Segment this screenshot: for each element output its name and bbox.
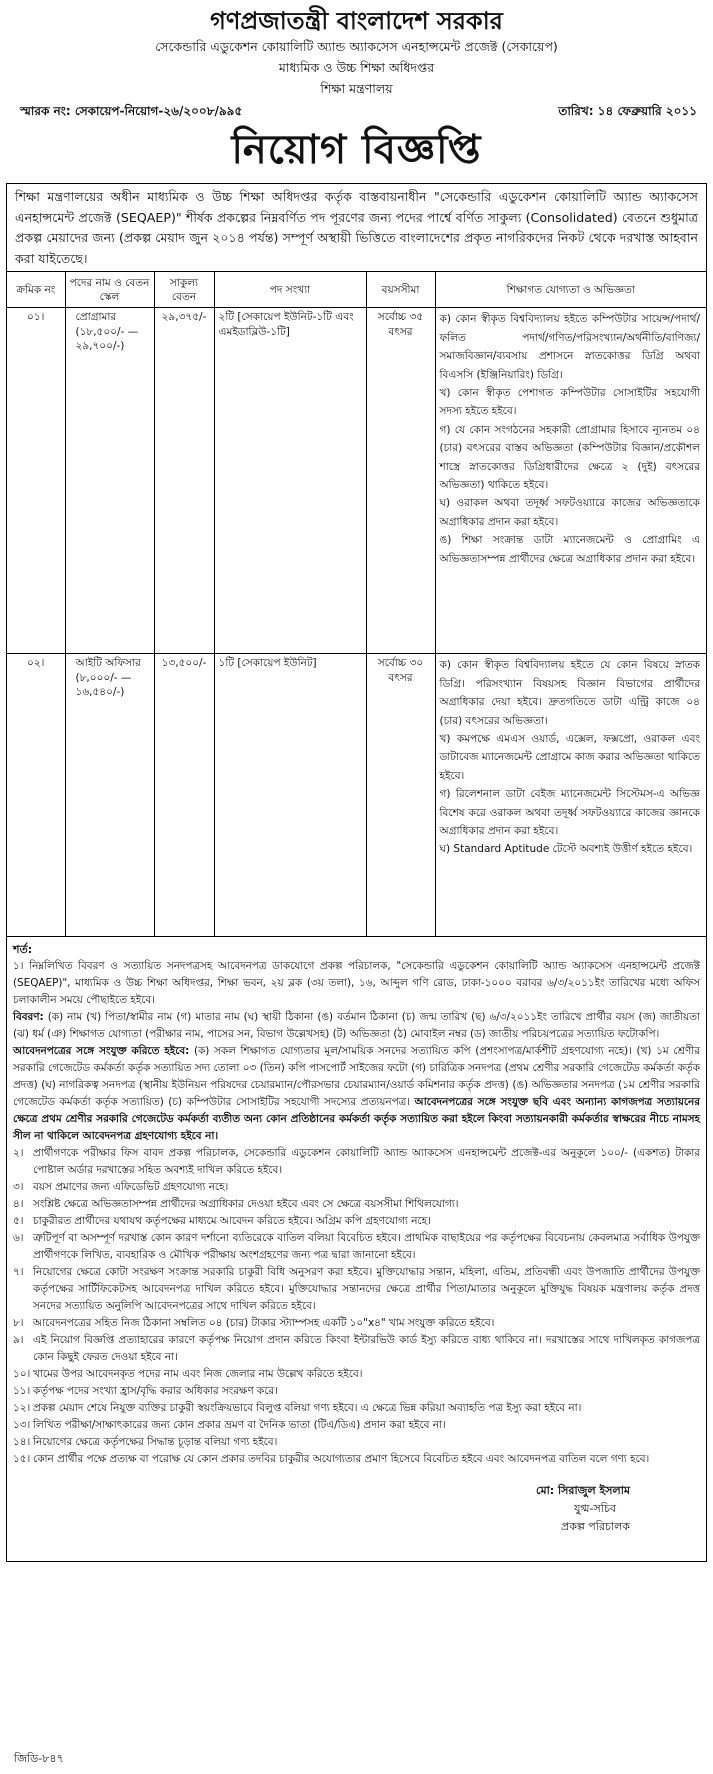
qualification-item: খ) কোন স্বীকৃত পেশাগত কম্পিউটার সোসাইটির সহযোগী সদস্য হইতে হইবে। [439,387,700,418]
government-title: গণপ্রজাতন্ত্রী বাংলাদেশ সরকার [210,6,503,35]
header-qualification: শিক্ষাগত যোগ্যতা ও অভিজ্ঞতা [435,272,706,308]
item-text: চাকুরীরত প্রার্থীদের যথাযথ কর্তৃপক্ষের মাধ্যমে আবেদন করিতে হইবে। অগ্রিম কপি গ্রহণযোগ্য নহে। [33,1215,431,1228]
row-serial: ০১। [7,308,65,654]
list-item [13,1145,700,1179]
item-number: ২। [13,1147,24,1160]
item-number: ৩। [13,1181,24,1194]
details-block [13,1009,700,1043]
list-item [13,1434,700,1451]
item-text: নিয়োগের ক্ষেত্রে কর্তৃপক্ষের সিদ্ধান্ত চূড়ান্ত বলিয়া গণ্য হইবে। [33,1436,278,1449]
row-count: ২টি [সেকায়েপ ইউনিট-১টি এবং এমইডাব্লিউ-১টি] [214,308,366,654]
condition-1: ১। নিম্নলিখিত বিবরণ ও সত্যায়িত সনদপত্রসহ আবেদনপত্র ডাকযোগে প্রকল্প পরিচালক, "সেকেন্ডারি এডুকেশন কোয়ালিটি অ্যান্ড অ্যাকসেস এনহান্সমেন্ট প্রজেক্ট (SEQAEP)", মাধ্যমিক ও উচ্চ শিক্ষা অধিদপ্তর, শিক্ষা ভবন, ২য় ব্লক (৩য় তলা), ১৬, আব্দুল গণি রোড, ঢাকা-১০০০ বরাবর ৬/৩/২০১১ইং তারিখের মধ্যে অফিস চলাকালীন সময়ে পৌছাইতে হইবে। [13,960,700,1007]
ministry-name: শিক্ষা মন্ত্রণালয় [320,81,393,96]
list-item [13,1400,700,1417]
header-age: বয়সসীমা [366,272,435,308]
list-item [13,1196,700,1213]
list-item [13,1451,700,1468]
row-post: প্রোগ্রামার (১৮,৫০০/- — ২৯,৭০০/-) [65,308,154,654]
row-qualification [435,654,706,937]
row-serial: ০২। [7,654,65,937]
conditions-list [13,1145,700,1468]
intro-paragraph: শিক্ষা মন্ত্রণালয়ের অধীন মাধ্যমিক ও উচ্চ শিক্ষা অধিদপ্তর কর্তৃক বাস্তবায়নাধীন "সেকেন্ডারি এডুকেশন কোয়ালিটি অ্যান্ড অ্যাকসেস এনহান্সমেন্ট প্রজেক্ট (SEQAEP)" শীর্ষক প্রকল্পের নিম্নবর্ণিত পদ পূরণের জন্য পদের পার্শ্বে বর্ণিত সাকুল্য (Consolidated) বেতনে শুধুমাত্র প্রকল্প মেয়াদের জন্য (প্রকল্প মেয়াদ জুন ২০১৪ পর্যন্ত) সম্পূর্ণ অস্থায়ী ভিত্তিতে বাংলাদেশের প্রকৃত নাগরিকদের নিকট থেকে দরখাস্ত আহবান করা যাইতেছে। [15,189,698,266]
item-text: এই নিয়োগ বিজ্ঞপ্তি প্রত্যাহারের কারণে কর্তৃপক্ষ নিয়োগ প্রদান করিতে কিংবা ইন্টারভিউ কার্ড ইস্যু করিতে বাধ্য থাকিবে না। দরখাস্তের সাথে দাখিলকৃত কাগজপত্র কোন কিছুই ফেরত দেওয়া হইবে না। [33,1334,700,1364]
table-row [7,308,706,654]
item-text: আবেদনপত্রের সহিত নিজ ঠিকানা সম্বলিত ০৪ (চার) টাকার স্ট্যাম্পসহ একটি ১০"x৪" খাম সংযুক্ত করিতে হইবে। [33,1317,495,1330]
row-qualification [435,308,706,654]
notice-body [6,183,707,1562]
item-number: ১৫। [13,1453,31,1466]
qualification-item: গ) যে কোন সংগঠনের সহকারী প্রোগ্রামার হিসাবে ন্যূনতম ০৪ (চার) বৎসরের বাস্তব অভিজ্ঞতা (কম্পিউটার বিজ্ঞান/প্রকৌশল শাস্ত্রে স্নাতকোত্তর ডিগ্রিধারীদের ক্ষেত্রে ২ (দুই) বৎসরের অভিজ্ঞতা) থাকিতে হইবে। [439,423,700,492]
item-text: ত্রুটিপূর্ণ বা অসম্পূর্ণ দরখাস্ত কোন কারণ দর্শানো ব্যতিরেকে বাতিল বলিয়া বিবেচিত হইবে। প্রাথমিক বাছাইয়ের পর কর্তৃপক্ষের বিবেচনায় কেবলমাত্র সর্বাধিক উপযুক্ত প্রার্থীগণকে লিখিত, ব্যবহারিক ও মৌখিক পরীক্ষায় অংশগ্রহণের জন্য পত্র দ্বারা জানানো হইবে। [33,1232,700,1262]
qualification-item: গ) রিলেশনাল ডাটা বেইজ ম্যানেজমেন্ট সিস্টেমস-এ অভিজ্ঞ বিশেষ করে ওরাকল অথবা তদূর্ধ্ব সফটওয়্যারে কাজের জ্ঞানকে অগ্রাধিকার প্রদান করা হইবে। [439,788,700,838]
attachments-text: (ক) সকল শিক্ষাগত যোগ্যতার মূল/সাময়িক সনদের সত্যায়িত কপি (প্রশংসাপত্র/মার্কশীট গ্রহণযোগ্য নহে)। (খ) ১ম শ্রেণীর সরকারি গেজেটেড কর্মকর্তা কর্তৃক সত্যায়িত সদ্য তোলা ০৩ (তিন) কপি পাসপোর্ট সাইজের ফটো (গ) চারিত্রিক সনদপত্র (প্রথম শ্রেণীর সরকারি গেজেটেড কর্মকর্তা কর্তৃক প্রদত্ত) (ঘ) নাগরিকত্ব সনদপত্র (স্থানীয় ইউনিয়ন পরিষদের চেয়ারম্যান/পৌরসভার চেয়ারম্যান/ওয়ার্ড কমিশনার কর্তৃক প্রদত্ত) (ঙ) অভিজ্ঞতার সনদপত্র (১ম শ্রেণীর সরকারি গেজেটেড কর্মকর্তা কর্তৃক সত্যায়িত) (চ) কম্পিউটার সোসাইটির সহযোগী সদস্যের প্রত্যয়নপত্র। [13,1045,700,1109]
signatory-name: মো: সিরাজুল ইসলাম [536,1484,630,1498]
header-post: পদের নাম ও বেতন স্কেল [65,272,154,308]
attestation-note: আবেদনপত্রের সঙ্গে সংযুক্ত ছবি এবং অন্যান্য কাগজপত্র সত্যায়নের ক্ষেত্রে প্রথম শ্রেণীর সরকারি গেজেটেড কর্মকর্তা ব্যতীত অন্য কোন প্রতিষ্ঠানের কর্মকর্তা কর্তৃক সত্যায়িত করা হইলে কিংবা সত্যায়নকারী কর্মকর্তার স্বাক্ষরের নীচে নামসহ সীল না থাকিলে আবেদনপত্র গ্রহণযোগ্য হইবে না। [13,1096,700,1143]
item-text: কর্তৃপক্ষ পদের সংখ্যা হ্রাস/বৃদ্ধি করার অধিকার সংরক্ষণ করে। [33,1385,278,1398]
item-number: ৯। [13,1334,24,1347]
signatory-office: প্রকল্প পরিচালক [561,1520,630,1534]
details-text: (ক) নাম (খ) পিতা/স্বামীর নাম (গ) মাতার নাম (ঘ) স্থায়ী ঠিকানা (ঙ) বর্তমান ঠিকানা (চ) জন্ম তারিখ (ছ) ৬/৩/২০১১ইং তারিখে প্রার্থীর বয়স (জ) জাতীয়তা (ঝ) ধর্ম (ঞ) শিক্ষাগত যোগ্যতা (পরীক্ষার নাম, পাসের সন, বিভাগ উল্লেখসহ) (ট) অভিজ্ঞতা (ঠ) মোবাইল নম্বর (ড) জাতীয় পরিচয়পত্রের সত্যায়িত ফটোকপি। [13,1011,700,1041]
conditions-heading: শর্ত: [13,943,33,957]
item-text: সংশ্লিষ্ট ক্ষেত্রে অভিজ্ঞতাসম্পন্ন প্রার্থীদের অগ্রাধিকার দেওয়া হইবে এবং সে ক্ষেত্রে বয়সসীমা শিথিলযোগ্য। [33,1198,459,1211]
attachments-block [13,1043,700,1145]
gd-code: জিডি-৮৪৭ [14,1751,64,1765]
item-number: ৬। [13,1232,24,1245]
signatory-designation: যুগ্ম-সচিব [574,1502,616,1516]
item-text: লিখিত পরীক্ষা/সাক্ষাৎকারের জন্য কোন প্রকার ভ্রমণ বা দৈনিক ভাতা (টিএ/ডিএ) প্রদান করা হইবে না। [33,1419,446,1432]
item-text: নিয়োগের ক্ষেত্রে কোটা সংরক্ষণ সংক্রান্ত সরকারি চাকুরী বিধি অনুসরণ করা হইবে। মুক্তিযোদ্ধার সন্তান, মহিলা, এতিম, প্রতিবন্ধী এবং উপজাতি প্রার্থীদের উপযুক্ত কর্তৃপক্ষের সার্টিফিকেটসহ আবেদনপত্র দাখিল করিতে হইবে। মুক্তিযোদ্ধার সন্তানদের ক্ষেত্রে প্রার্থীর পিতা/মাতার অনুকূলে মুক্তিযুদ্ধ বিষয়ক মন্ত্রণালয় কর্তৃক প্রদত্ত সনদের সত্যায়িত অনুলিপি আবেদনপত্রের সাথে দাখিল করিতে হইবে। [33,1266,700,1313]
item-text: কোন প্রার্থীর পক্ষে প্রত্যক্ষ বা পরোক্ষ যে কোন প্রকার তদবির চাকুরীর অযোগ্যতার প্রমাণ হিসেবে বিবেচিত হইবে এবং আবেদনপত্র বাতিল বলে গণ্য হবে। [33,1453,650,1466]
item-number: ১২। [13,1402,31,1415]
memo-row [6,99,707,121]
qualification-item: ক) কোন স্বীকৃত বিশ্ববিদ্যালয় হইতে যে কোন বিষয়ে স্নাতক ডিগ্রি। পরিসংখ্যান বিষয়সহ বিজ্ঞান বিভাগের প্রার্থীদের অগ্রাধিকার দেয়া হইবে। দ্রুতগতিতে ডাটা এন্ট্রি কাজে ০৪ (চার) বৎসরের অভিজ্ঞতা। [439,659,700,727]
item-text: প্রকল্প মেয়াদ শেষে নিযুক্ত ব্যক্তির চাকুরী স্বয়ংক্রিয়ভাবে বিলুপ্ত বলিয়া গণ্য হইবে। এ ক্ষেত্রে ভিন্ন করিয়া অব্যাহতি পত্র ইস্যু করা হইবে না। [33,1402,582,1415]
memo-number: স্মারক নং: সেকায়েপ-নিয়োগ-২৬/২০০৮/৯৯৫ [20,104,243,118]
row-age: সর্বোচ্চ ৩০ বৎসর [366,654,435,937]
item-number: ৮। [13,1317,24,1330]
list-item [13,1213,700,1230]
qualification-item: ঘ) Standard Aptitude টেস্টে অবশ্যই উত্তীর্ণ হইতে হইবে। [439,843,693,856]
item-text: খামের উপর আবেদনকৃত পদের নাম এবং নিজ জেলার নাম উল্লেখ করিতে হইবে। [33,1368,363,1381]
item-text: বয়স প্রমাণের জন্য এফিডেভিট গ্রহণযোগ্য নহে। [33,1181,229,1194]
directorate-name: মাধ্যমিক ও উচ্চ শিক্ষা অধিদপ্তর [278,60,435,75]
list-item [13,1332,700,1366]
row-post: আইটি অফিসার (৮,০০০/- — ১৬,৫৪০/-) [65,654,154,937]
signature-block [13,1482,700,1536]
details-label: বিবরণ: [13,1011,44,1024]
attachments-label: আবেদনপত্রের সঙ্গে সংযুক্ত করিতে হইবে: [13,1045,190,1058]
list-item [13,1417,700,1434]
list-item [13,1179,700,1196]
item-text: প্রার্থীগণকে পরীক্ষার ফিস বাবদ প্রকল্প পরিচালক, সেকেন্ডারি এডুকেশন কোয়ালিটি অ্যান্ড অ্যাকসেস এনহান্সমেন্ট প্রজেক্ট-এর অনুকূলে ১০০/- (একশত) টাকার পোষ্টাল অর্ডার দরখাস্তের সহিত অবশ্যই দাখিল করিতে হইবে। [33,1147,700,1177]
header-salary: সাকুল্য বেতন [154,272,214,308]
conditions-section [7,937,706,1561]
row-salary: ১৩,৫০০/- [154,654,214,937]
row-count: ১টি [সেকায়েপ ইউনিট] [214,654,366,937]
row-salary: ২৯,৩৭৫/- [154,308,214,654]
table-row [7,654,706,937]
list-item [13,1366,700,1383]
item-number: ১০। [13,1368,31,1381]
list-item [13,1230,700,1264]
list-item [13,1315,700,1332]
item-number: ৭। [13,1266,24,1279]
jobs-table [7,271,706,937]
row-age: সর্বোচ্চ ৩৫ বৎসর [366,308,435,654]
table-header-row [7,272,706,308]
list-item [13,1264,700,1315]
qualification-item: ঘ) ওরাকল অথবা তদূর্ধ্ব সফটওয়্যারে কাজের অভিজ্ঞতাকে অগ্রাধিকার প্রদান করা হইবে। [439,497,700,528]
item-number: ১৪। [13,1436,31,1449]
item-number: ৫। [13,1215,24,1228]
qualification-item: ঙ) শিক্ষা সংক্রান্ত ডাটা ম্যানেজমেন্ট ও প্রোগ্রামিং এ অভিজ্ঞতাসম্পন্ন প্রার্থীদের ক্ষেত্রে অগ্রাধিকার প্রদান করা হইবে। [439,534,700,565]
qualification-item: ক) কোন স্বীকৃত বিশ্ববিদ্যালয় হইতে কম্পিউটার সায়েন্স/পদার্থ/ফলিত পদার্থ/গণিত/পরিসংখ্যান/অর্থনীতি/বাণিজ্য/সমাজবিজ্ঞান/ব্যবসায় প্রশাসনে স্নাতকোত্তর ডিগ্রি অথবা বিএসসি (ইঞ্জিনিয়ারিং) ডিগ্রি। [439,313,700,381]
item-number: ৪। [13,1198,24,1211]
header-count: পদ সংখ্যা [214,272,366,308]
item-number: ১১। [13,1385,31,1398]
memo-date: তারিখ: ১৪ ফেব্রুয়ারি ২০১১ [558,104,697,118]
project-name: সেকেন্ডারি এডুকেশন কোয়ালিটি অ্যান্ড অ্যাকসেস এনহান্সমেন্ট প্রজেক্ট (সেকায়েপ) [155,39,558,54]
list-item [13,1383,700,1400]
notice-title: নিয়োগ বিজ্ঞপ্তি [231,126,482,173]
header-serial: ক্রমিক নং [7,272,65,308]
item-number: ১৩। [13,1419,31,1432]
qualification-item: খ) কমপক্ষে এমএস ওয়ার্ড, এক্সেল, ফক্সপ্রো, ওরাকল এবং ডাটাবেজ ম্যানেজমেন্ট প্রোগ্রামে কাজ করার অভিজ্ঞতা থাকিতে হইবে। [439,733,700,782]
